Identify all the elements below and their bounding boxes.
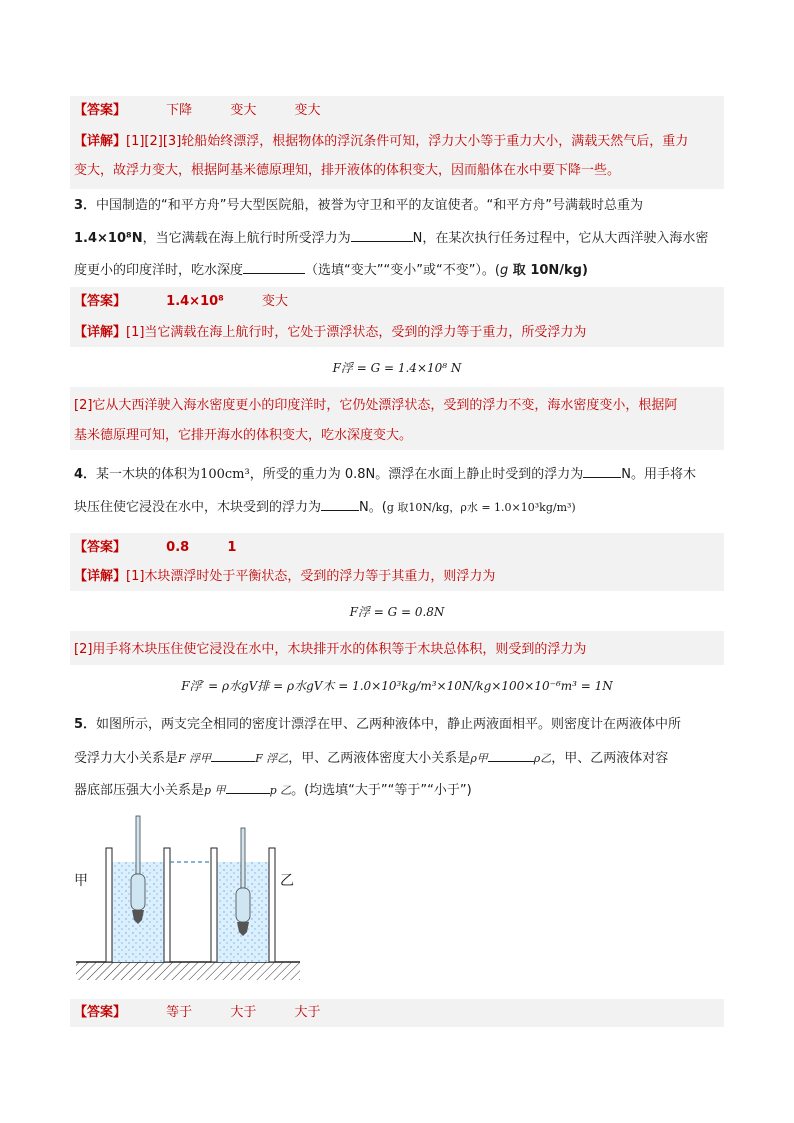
wall-jia-left (106, 848, 112, 962)
q5-line1 (74, 714, 681, 736)
question-text: 如图所示，两支完全相同的密度计漂浮在甲、乙两种液体中，静止两液面相平。则密度计在两液体中所 (96, 717, 682, 732)
symbol: ρ甲 (470, 752, 488, 765)
q3-line3 (74, 259, 588, 282)
formula-row (70, 591, 724, 631)
symbol: p 乙 (269, 784, 292, 797)
question-text: g (500, 263, 509, 278)
question-text: 中国制造的“和平方舟”号大型医院船，被誉为守卫和平的友谊使者。“和平方舟”号满载时总重为 (96, 198, 643, 213)
question-text: （选填“变大”“变小”或“不变”）。( (305, 263, 500, 278)
detail-text: [1]木块漂浮时处于平衡状态，受到的浮力等于其重力，则浮力为 (126, 569, 496, 584)
answer-value: 等于 (166, 1005, 193, 1020)
formula: F浮 = G = 1.4×10⁸ N (332, 361, 462, 375)
answer-blank (211, 747, 255, 762)
answer-blank (351, 227, 413, 242)
q5-line3 (74, 779, 472, 802)
q4-line2 (74, 496, 576, 519)
question-text: 器底部压强大小关系是 (74, 783, 205, 798)
detail-row (74, 131, 688, 153)
formula: F浮′ = ρ水gV排 = ρ水gV木 = 1.0×10³kg/m³×10N/kg×100×10⁻⁶m³ = 1N (181, 679, 613, 693)
wall-jia-right (164, 848, 170, 962)
answer-blank (243, 259, 305, 274)
hydrometer-figure (68, 812, 308, 984)
wall-yi-right (269, 848, 275, 962)
answer-tag: 【答案】 (74, 294, 127, 309)
hydrometer-jia-bulb (131, 874, 145, 910)
question-value: 1.4×10⁸N (74, 231, 143, 246)
formula-row (70, 347, 724, 387)
question-text: N。( (359, 500, 387, 515)
symbol: p 甲 (204, 784, 226, 797)
question-text: 受浮力大小关系是 (74, 751, 179, 766)
wall-yi-left (211, 848, 217, 962)
answer-value: 大于 (294, 1005, 321, 1020)
question-text: 某一木块的体积为 (96, 467, 201, 482)
answer-block-3 (70, 287, 724, 450)
formula-row (70, 665, 724, 705)
answer-blank (488, 747, 534, 762)
question-number: 5． (74, 717, 97, 732)
question-text: N。用手将木 (621, 467, 696, 482)
question-text: ，所受的重力为 0.8N。漂浮在水面上静止时受到的浮力为 (249, 467, 584, 482)
detail-text: 变大，故浮力变大，根据阿基米德原理知，排开液体的体积变大，因而船体在水中要下降一些。 (74, 163, 621, 178)
answer-tag: 【答案】 (74, 103, 127, 118)
label-yi: 乙 (280, 873, 294, 889)
q3-line2 (74, 227, 708, 250)
q5-line2 (74, 747, 668, 770)
q3-line1 (74, 195, 643, 217)
answer-block-5 (70, 999, 724, 1027)
answer-blank (321, 496, 359, 511)
symbol: ρ乙 (533, 752, 552, 765)
answer-tag: 【答案】 (74, 1005, 127, 1020)
answer-row (74, 537, 236, 559)
formula: F浮 = G = 0.8N (349, 605, 445, 619)
question-text: 取 10N/kg) (508, 263, 588, 278)
hydrometer-yi-stem (241, 828, 245, 888)
detail-text: [1][2][3]轮船始终漂浮，根据物体的浮沉条件可知，浮力大小等于重力大小，满载天然气后，重力 (126, 134, 689, 149)
question-text: 。(均选填“大于”“等于”“小于”) (291, 783, 472, 798)
detail-tag: 【详解】 (74, 134, 127, 149)
detail-row (74, 566, 495, 588)
question-value: 100cm³ (200, 467, 250, 482)
question-text: N，在某次执行任务过程中，它从大西洋驶入海水密 (412, 231, 709, 246)
label-jia: 甲 (74, 873, 88, 889)
question-text: ，当它满载在海上航行时所受浮力为 (142, 231, 351, 246)
hydrometer-yi-bulb (236, 888, 250, 922)
answer-block-4 (70, 533, 724, 705)
hydrometer-jia-stem (136, 816, 140, 874)
answer-row (74, 291, 288, 313)
answer-value: 变大 (262, 294, 289, 309)
answer-value: 下降 (166, 103, 193, 118)
detail-row (74, 322, 586, 344)
detail-text: [1]当它满载在海上航行时，它处于漂浮状态，受到的浮力等于重力，所受浮力为 (126, 325, 587, 340)
question-text: ，甲、乙两液体密度大小关系是 (288, 751, 471, 766)
question-number: 4． (74, 467, 97, 482)
answer-value: 1.4×10⁸ (166, 294, 224, 309)
symbol: F 浮甲 (178, 752, 212, 765)
answer-blank (583, 463, 621, 478)
answer-value: 大于 (230, 1005, 257, 1020)
detail-text: [2]它从大西洋驶入海水密度更小的印度洋时，它仍处漂浮状态，受到的浮力不变，海水密度变小，根据阿 (74, 398, 678, 413)
detail-tag: 【详解】 (74, 569, 127, 584)
answer-value: 变大 (230, 103, 257, 118)
answer-row (74, 1002, 320, 1024)
answer-tag: 【答案】 (74, 540, 127, 555)
symbol: F 浮乙 (255, 752, 289, 765)
hydrometer-diagram (68, 812, 308, 984)
detail-text: [2]用手将木块压住使它浸没在水中，木块排开水的体积等于木块总体积，则受到的浮力为 (74, 642, 587, 657)
ground-hatch (76, 962, 300, 980)
question-text: 度更小的印度洋时，吃水深度 (74, 263, 244, 278)
answer-block-2 (70, 96, 724, 189)
question-text: ，甲、乙两液体对容 (551, 751, 669, 766)
answer-value: 变大 (294, 103, 321, 118)
question-number: 3． (74, 198, 97, 213)
answer-blank (226, 779, 270, 794)
detail-tag: 【详解】 (74, 325, 127, 340)
q4-line1 (74, 463, 696, 486)
question-text: 块压住使它浸没在水中，木块受到的浮力为 (74, 500, 322, 515)
detail-text: 基米德原理可知，它排开海水的体积变大，吃水深度变大。 (74, 428, 413, 443)
answer-value: 0.8 (166, 540, 190, 555)
question-text: g 取10N/kg，ρ水 = 1.0×10³kg/m³) (386, 501, 576, 514)
answer-value: 1 (227, 540, 237, 555)
answer-row (74, 100, 320, 122)
